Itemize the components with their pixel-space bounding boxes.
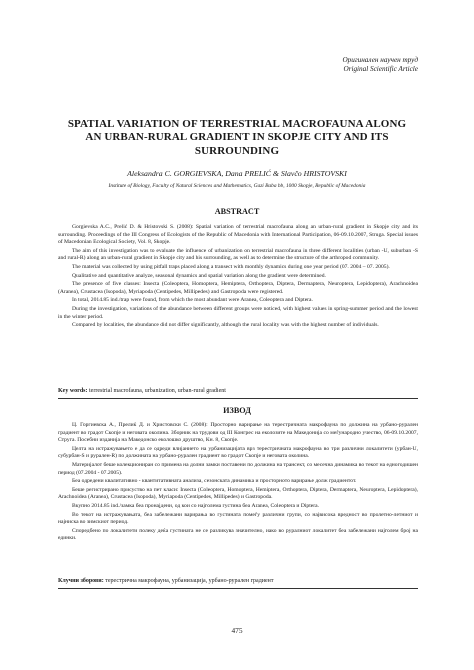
- kljucni-divider: [58, 588, 418, 589]
- keywords-label: Key words:: [58, 388, 88, 394]
- abstract-paragraph: During the investigation, variations of the abundance between different groups were noticed, with highest values in spring-summer period and the lowest in the winter period.: [58, 305, 418, 320]
- keywords-text: terrestrial macrofauna, urbanization, urban-rural gradient: [89, 388, 226, 394]
- kljucni-label: Клучни зборови:: [58, 578, 104, 584]
- izvod-paragraph: Беа одредени квалитативно - квантитативната анализа, сезонската динамика и просторното варирање долж градиентот.: [72, 478, 357, 485]
- article-type-mk: Оригинален научен труд: [342, 56, 418, 64]
- izvod-heading: ИЗВОД: [223, 406, 251, 415]
- keywords: [58, 388, 418, 394]
- keywords-divider: [58, 398, 418, 399]
- abstract-paragraph: In total, 2014.85 ind./trap were found, from which the most abundant were Aranea, Coleoptera and Diptera.: [72, 297, 313, 304]
- abstract-paragraph: The presence of five classes: Insecta (Coleoptera, Homoptera, Hemiptera, Orthoptera, Diptera, Dermaptera, Neuroptera, Lepidoptera), Arachnoidea (Aranea), Crustacea (Isopoda), Myriapoda (Centipedes, Millipedes) and Gastropoda were registered.: [58, 281, 418, 295]
- izvod-paragraph: Беше регистрирано присуство на пет класи: Insecta (Coleoptera, Homoptera, Hemiptera, Orthoptera, Diptera, Dermaptera, Neuroptera, Lepidoptera), Arachnoidea (Aranea), Crustacea (Isopoda), Myriapoda (Centipedes, Millipedes) и Gastropoda.: [58, 486, 418, 501]
- abstract-paragraph: Qualitative and quantitative analyze, seasonal dynamics and spatial variation along the gradient were determined.: [72, 272, 326, 279]
- page-number: 475: [231, 626, 243, 635]
- abstract-body: [58, 224, 418, 330]
- izvod-paragraph: Материјалот беше колекциониран со примена на долни замки поставени по должина на трансект, со месечна динамика во текот на едногодишен период (07.2004 - 07.2005).: [58, 461, 418, 476]
- kljucni-zborovi: [58, 578, 418, 584]
- abstract-paragraph: The aim of this investigation was to evaluate the influence of urbanization on terrestrial macrofauna in three different localities (urban -U, suburban -S and rural-R) along an urban-rural gradient in Skopje city and his surrounding, as well as to determine the structure of the arthropod community.: [58, 247, 418, 262]
- izvod-paragraph: Вкупно 2014.85 ind./замка беа пронајдени, од кои со најголема густина беа Aranea, Coleoptera и Diptera.: [72, 502, 319, 509]
- abstract-heading: ABSTRACT: [214, 207, 260, 216]
- article-type-header: [342, 56, 418, 74]
- izvod-body: [58, 422, 418, 543]
- kljucni-text: терестрична макрофауна, урбанизација, урбано-рурален градиент: [105, 578, 274, 584]
- abstract-paragraph: Gorgievska A.C., Prelić D. & Hristovski S. (2008): Spatial variation of terrestrial macrofauna along an urban-rural gradient in Skopje city and its surrounding. Proceedings of the III Congress of Ecologists of the Republic of Macedonia with International Participation, 06-09.10.2007, Struga. Special issues of Macedonian Ecological Society, Vol. 8, Skopje.: [58, 224, 418, 246]
- authors: Aleksandra C. GORGIEVSKA, Dana PRELIĆ & Slavčo HRISTOVSKI: [127, 169, 347, 178]
- izvod-paragraph: Ц. Горгиевска А., Прелиќ Д. и Христовски С. (2008): Просторно варирање на терестричната макрофауна по должина на урбано-рурален градиент во градот Скопје и неговата околина. Зборник на трудови од III Конгрес на еколозите на Македонија со меѓународно учество, 06-09.10.2007, Струга. Посебни изданија на Македонско еколошко друштво, Кн. 8, Скопје.: [58, 422, 418, 444]
- article-type-en: Original Scientific Article: [343, 65, 418, 73]
- izvod-paragraph: Во текот на истражувањата, беа забележани варирања во густината помеѓу различни групи, со највисока вредност во пролетно-летниот и најниска во зимскиот период.: [58, 511, 418, 526]
- abstract-paragraph: The material was collected by using pitfall traps placed along a transect with monthly dynamics during one year period (07. 2004 – 07. 2005).: [72, 263, 390, 270]
- paper-title: SPATIAL VARIATION OF TERRESTRIAL MACROFAUNA ALONG AN URBAN-RURAL GRADIENT IN SKOPJE CITY AND ITS SURROUNDING: [67, 118, 407, 157]
- izvod-paragraph: Споредбено по локалитети полеку деќа густината не се разликува значително, иако во руралниот локалитет беа забележани најголем број на единки.: [58, 527, 418, 542]
- abstract-paragraph: Compared by localities, the abundance did not differ significantly, although the rural locality was with the highest number of individuals.: [72, 322, 379, 329]
- izvod-paragraph: Целта на истражувањето е да се одреди влијанието на урбанизацијата врз терестричната макрофауна во три различни локалитети (урбан-U, субурбан-S и рурален-R) по должината на урбано-рурален градиент во градот Скопје и неговата околина.: [58, 445, 418, 460]
- affiliation: Institute of Biology, Faculty of Natural Sciences and Mathematics, Gazi Baba bb, 1000 Skopje, Republic of Macedonia: [108, 183, 366, 189]
